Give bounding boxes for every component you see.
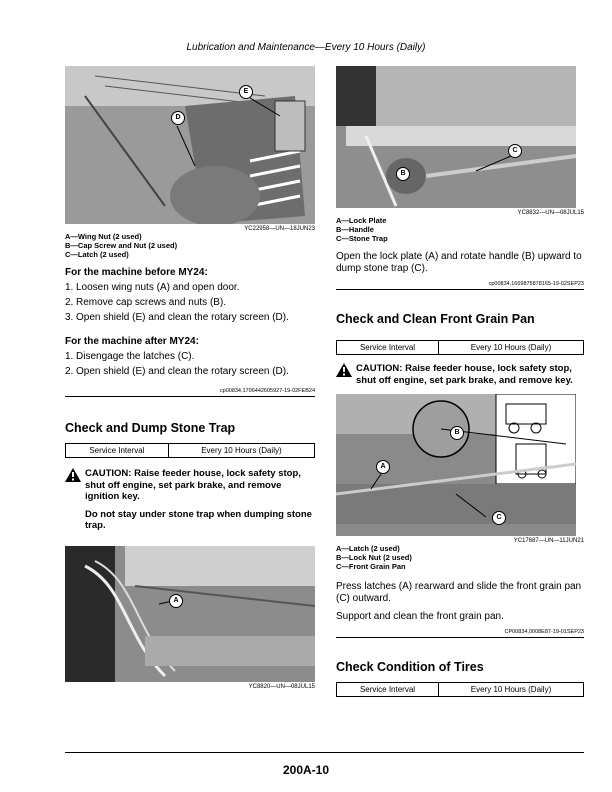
section-title-grain-pan: Check and Clean Front Grain Pan (336, 312, 535, 326)
grain-pan-illustration (336, 394, 576, 536)
instruction-paragraph: Support and clean the front grain pan. (336, 611, 504, 622)
service-interval-value: Every 10 Hours (Daily) (439, 341, 584, 355)
reference-code: cp00834,1669875878165-19-02SEP23 (336, 281, 584, 290)
figure-front-grain-pan (336, 394, 576, 536)
legend-item: A—Latch (2 used) (336, 544, 400, 553)
step: 3. Open shield (E) and clean the rotary screen (D). (65, 312, 289, 323)
figure-stone-trap-handle (336, 66, 576, 208)
caution-text: CAUTION: Raise feeder house, lock safety stop, shut off engine, set park brake, and remove key. (356, 363, 573, 386)
callout-c: C (492, 511, 506, 525)
legend-item: A—Lock Plate (336, 216, 387, 225)
legend-item: B—Handle (336, 225, 374, 234)
service-interval-value: Every 10 Hours (Daily) (168, 444, 314, 458)
caution-text: CAUTION: Raise feeder house, lock safety stop, shut off engine, set park brake, and remove ignition key. (85, 468, 301, 502)
legend-item: C—Latch (2 used) (65, 250, 129, 259)
reference-code: CP00834,0008E87-19-01SEP23 (336, 629, 584, 638)
subheading-before: For the machine before MY24: (65, 267, 208, 278)
service-interval-label: Service Interval (66, 444, 169, 458)
steps-before (65, 282, 315, 324)
stone-trap-illustration (65, 546, 315, 682)
caution-block (336, 363, 584, 386)
callout-a: A (169, 594, 183, 608)
caution-text-2: Do not stay under stone trap when dumping stone trap. (85, 508, 312, 531)
footer-divider (65, 752, 584, 753)
step: 2. Open shield (E) and clean the rotary screen (D). (65, 366, 289, 377)
callout-c: C (508, 144, 522, 158)
rotary-screen-illustration (65, 66, 315, 224)
service-interval-table (336, 340, 584, 355)
page-header: Lubrication and Maintenance—Every 10 Hours (Daily) (186, 42, 426, 53)
service-interval-label: Service Interval (337, 341, 439, 355)
instruction-paragraph: Press latches (A) rearward and slide the front grain pan (C) outward. (336, 581, 582, 604)
reference-code: cp00834,1706442605927-19-02FEB24 (65, 388, 315, 397)
figure-credit: YC8832—UN—08JUL15 (517, 210, 584, 216)
figure-legend (336, 544, 584, 571)
warning-icon (336, 363, 356, 386)
step: 1. Loosen wing nuts (A) and open door. (65, 282, 240, 293)
page-number: 200A-10 (282, 763, 330, 777)
legend-item: B—Cap Screw and Nut (2 used) (65, 241, 178, 250)
callout-a: A (376, 460, 390, 474)
callout-b: B (396, 167, 410, 181)
legend-item: C—Stone Trap (336, 234, 388, 243)
step: 2. Remove cap screws and nuts (B). (65, 297, 227, 308)
service-interval-value: Every 10 Hours (Daily) (439, 683, 584, 697)
warning-icon (65, 468, 85, 532)
figure-credit: YC17687—UN—11JUN21 (513, 538, 584, 544)
left-column (65, 66, 315, 690)
stone-trap-handle-illustration (336, 66, 576, 208)
caution-block (65, 468, 315, 532)
right-column (336, 66, 584, 697)
step: 1. Disengage the latches (C). (65, 351, 195, 362)
figure-credit: YC22958—UN—18JUN23 (244, 226, 315, 232)
legend-item: C—Front Grain Pan (336, 562, 406, 571)
figure-stone-trap-lock (65, 546, 315, 682)
instruction-paragraph: Open the lock plate (A) and rotate handle (B) upward to dump stone trap (C). (336, 251, 582, 274)
section-title-stone-trap: Check and Dump Stone Trap (65, 421, 236, 435)
section-title-tires: Check Condition of Tires (336, 660, 484, 674)
service-interval-table (65, 443, 315, 458)
service-interval-label: Service Interval (337, 683, 439, 697)
figure-legend (65, 232, 315, 259)
figure-credit: YC8820—UN—08JUL15 (248, 683, 315, 690)
legend-item: A—Wing Nut (2 used) (65, 232, 142, 241)
service-interval-table (336, 682, 584, 697)
legend-item: B—Lock Nut (2 used) (336, 553, 412, 562)
callout-b: B (450, 426, 464, 440)
figure-legend (336, 216, 584, 243)
subheading-after: For the machine after MY24: (65, 336, 199, 347)
figure-rotary-screen (65, 66, 315, 224)
callout-e: E (239, 85, 253, 99)
steps-after (65, 351, 315, 378)
callout-d: D (171, 111, 185, 125)
